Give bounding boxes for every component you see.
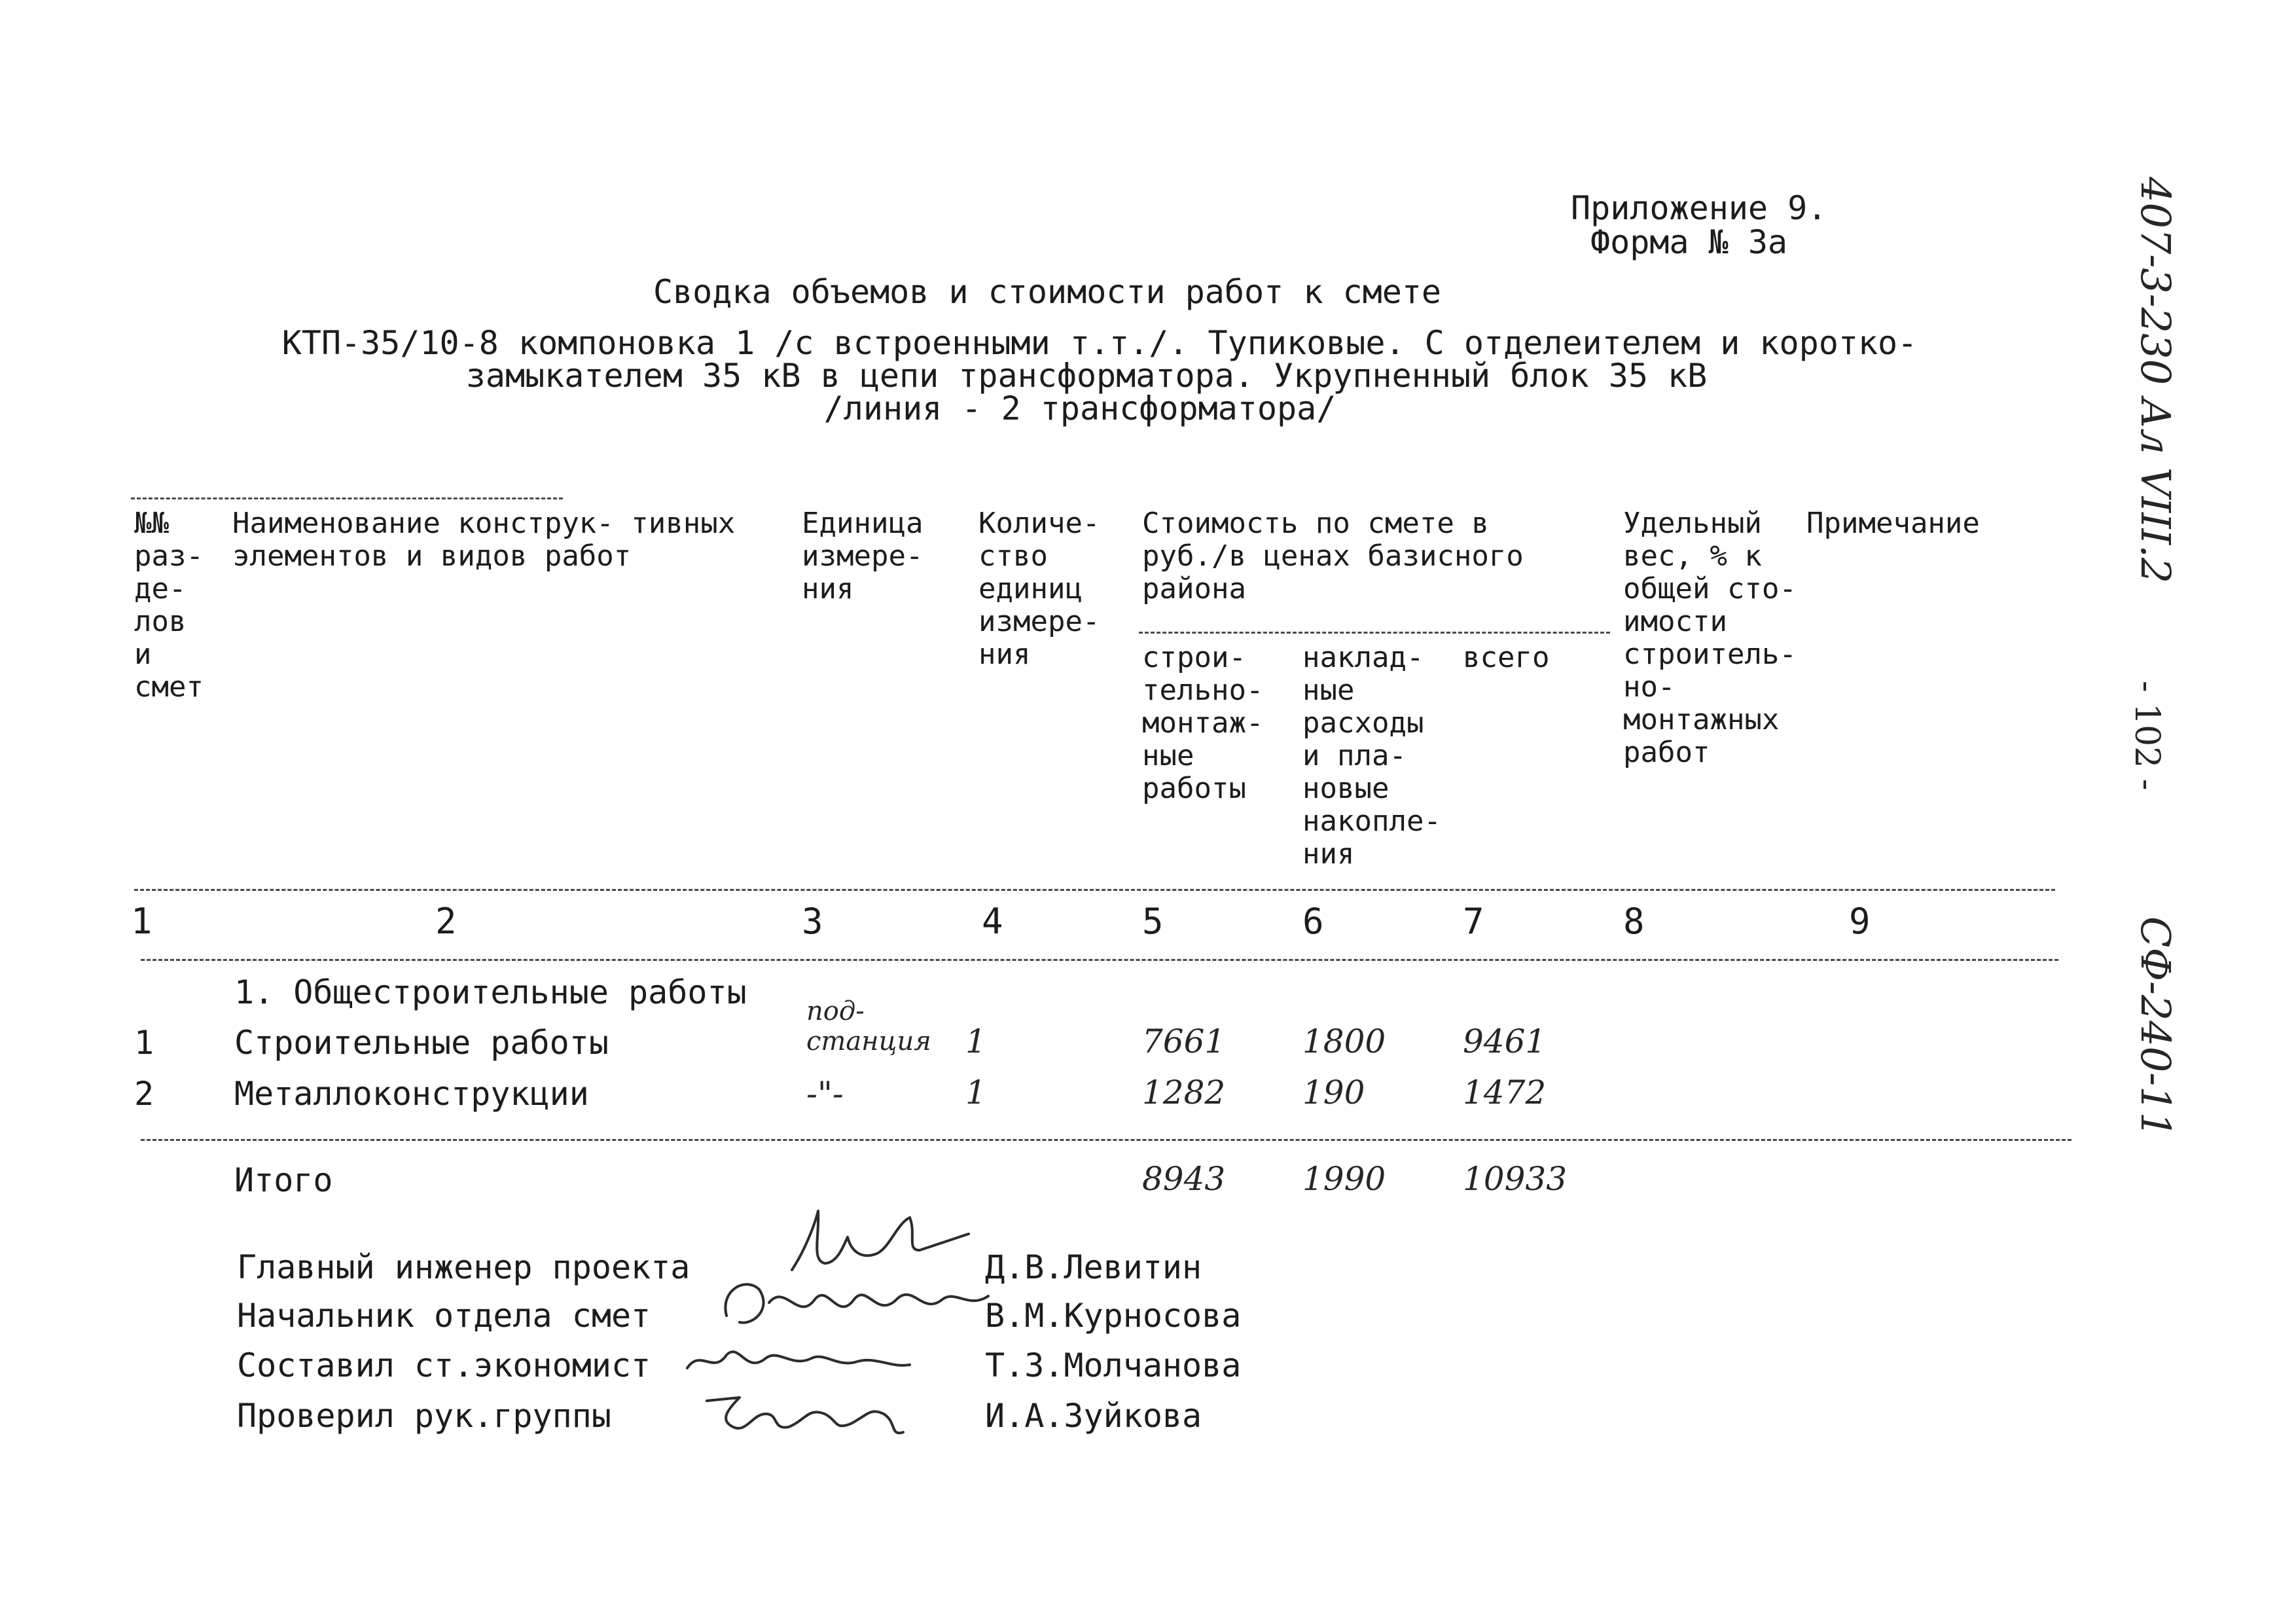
col-number-9: 9 — [1849, 901, 1871, 942]
col-header-total: всего — [1463, 641, 1550, 674]
margin-stamp: СФ-240-11 — [2132, 916, 2179, 1138]
signature-role-3: Составил ст.экономист — [237, 1346, 651, 1384]
signature-scribble-head-of-department — [707, 1263, 995, 1335]
document-title: Сводка объемов и стоимости работ к смете — [653, 273, 1442, 311]
signature-role-1: Главный инженер проекта — [237, 1248, 691, 1286]
col-header-note: Примечание — [1806, 507, 1980, 540]
form-label: Форма № 3а — [1590, 223, 1788, 261]
row-2-quantity: 1 — [965, 1074, 986, 1111]
col-header-share: Удельный вес, % к общей сто- имости строитель- но-монтажных работ — [1623, 507, 1797, 769]
subtitle-line-1: КТП-35/10-8 компоновка 1 /с встроенными т.т./. Тупиковые. С отделеителем и коротко- — [281, 324, 1918, 362]
row-2-unit: -"- — [806, 1075, 844, 1113]
col-number-5: 5 — [1142, 901, 1164, 942]
row-2-construction-cost: 1282 — [1142, 1074, 1226, 1111]
col-header-construction-works: строи- тельно- монтаж- ные работы — [1142, 641, 1264, 805]
signature-name-2: В.М.Курносова — [985, 1297, 1242, 1335]
col-header-section-number: №№ раз- де- лов и смет — [134, 507, 204, 704]
signature-role-2: Начальник отдела смет — [237, 1297, 651, 1335]
total-construction-cost: 8943 — [1142, 1160, 1226, 1198]
section-title: 1. Общестроительные работы — [234, 973, 747, 1011]
col-header-overhead: наклад- ные расходы и пла- новые накопле- ния — [1302, 641, 1441, 871]
row-1-name: Строительные работы — [234, 1024, 609, 1062]
row-1-total-cost: 9461 — [1463, 1022, 1547, 1060]
col-header-cost-group: Стоимость по смете в руб./в ценах базисного района — [1142, 507, 1524, 605]
header-bottom-rule — [134, 889, 2055, 891]
row-2-name: Металлоконструкции — [234, 1075, 589, 1113]
col-number-2: 2 — [435, 901, 457, 942]
total-label: Итого — [234, 1161, 333, 1199]
signature-name-3: Т.З.Молчанова — [985, 1346, 1242, 1384]
row-1-construction-cost: 7661 — [1142, 1022, 1226, 1060]
row-1-unit: под-станция — [806, 996, 931, 1056]
margin-doc-code: 407-3-230 Ал VIII.2 — [2132, 177, 2179, 584]
col-number-8: 8 — [1623, 901, 1645, 942]
subtitle-line-2: замыкателем 35 кВ в цепи трансформатора. Укрупненный блок 35 кВ — [465, 357, 1708, 395]
row-2-total-cost: 1472 — [1463, 1074, 1547, 1111]
signature-role-4: Проверил рук.группы — [237, 1397, 611, 1435]
margin-page-number: - 102 - — [2127, 681, 2166, 791]
row-2-number: 2 — [134, 1075, 154, 1113]
col-number-6: 6 — [1302, 901, 1324, 942]
row-1-overhead-cost: 1800 — [1302, 1022, 1386, 1060]
signature-name-4: И.А.Зуйкова — [985, 1397, 1202, 1435]
cost-group-rule — [1139, 632, 1610, 634]
total-overhead-cost: 1990 — [1302, 1160, 1386, 1198]
row-2-overhead-cost: 190 — [1302, 1074, 1365, 1111]
row-1-number: 1 — [134, 1024, 154, 1062]
row-1-quantity: 1 — [965, 1022, 986, 1060]
col-number-3: 3 — [802, 901, 823, 942]
total-total-cost: 10933 — [1463, 1160, 1568, 1198]
column-numbers-rule — [141, 959, 2058, 961]
rows-bottom-rule — [141, 1139, 2072, 1141]
col-header-name: Наименование конструк- тивных элементов и видов работ — [232, 507, 736, 573]
header-top-rule — [131, 497, 563, 499]
col-number-4: 4 — [982, 901, 1003, 942]
signature-name-1: Д.В.Левитин — [985, 1248, 1202, 1286]
subtitle-line-3: /линия - 2 трансформатора/ — [823, 389, 1336, 427]
col-header-quantity: Количе- ство единиц измере- ния — [978, 507, 1100, 671]
appendix-label: Приложение 9. — [1571, 189, 1827, 227]
col-number-7: 7 — [1463, 901, 1484, 942]
signature-scribble-group-leader — [700, 1375, 910, 1447]
col-number-1: 1 — [131, 901, 152, 942]
col-header-unit: Единица измере- ния — [802, 507, 924, 605]
